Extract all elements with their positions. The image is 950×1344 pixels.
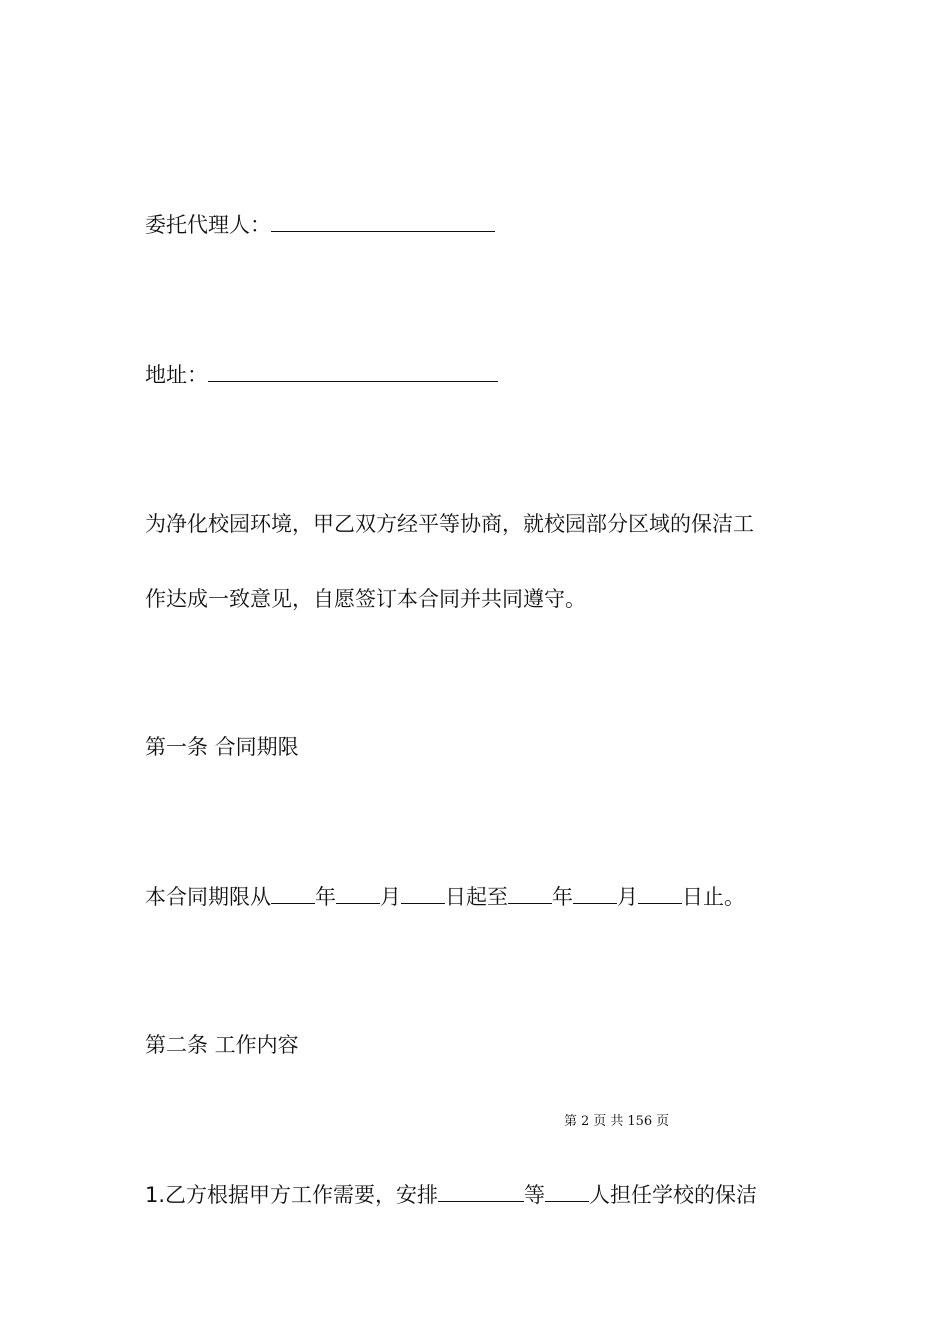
item1-suffix: 人担任学校的保洁: [589, 1183, 758, 1207]
item1-mid: 等: [524, 1183, 546, 1207]
page-footer: [564, 1113, 673, 1131]
agent-line: [145, 211, 495, 239]
agent-blank[interactable]: [271, 211, 495, 232]
intro-line-1: 为净化校园环境，甲乙双方经平等协商，就校园部分区域的保洁工: [145, 512, 754, 536]
start-day-blank[interactable]: [401, 883, 445, 904]
end-year-label: 年: [552, 885, 573, 909]
end-month-blank[interactable]: [573, 883, 617, 904]
footer-total-pages: 156: [627, 1114, 653, 1129]
end-day-label: 日止。: [682, 885, 745, 909]
start-month-blank[interactable]: [336, 883, 380, 904]
contract-term-line: [145, 883, 745, 911]
address-label: 地址：: [145, 363, 208, 387]
address-line: [145, 361, 498, 389]
address-blank[interactable]: [208, 361, 498, 382]
start-year-label: 年: [315, 885, 336, 909]
start-year-blank[interactable]: [271, 883, 315, 904]
article-2-heading: 第二条 工作内容: [145, 1033, 299, 1057]
article-1-heading: 第一条 合同期限: [145, 735, 299, 759]
end-month-label: 月: [617, 885, 638, 909]
agent-label: 委托代理人：: [145, 213, 271, 237]
start-month-label: 月: [380, 885, 401, 909]
end-day-blank[interactable]: [638, 883, 682, 904]
article-2-item-1: [145, 1181, 757, 1209]
footer-page-number: 2: [581, 1114, 590, 1129]
footer-text-c: 共: [610, 1114, 624, 1129]
footer-text-d: 页: [656, 1114, 670, 1129]
term-prefix: 本合同期限从: [145, 885, 271, 909]
item1-prefix: 1.乙方根据甲方工作需要，安排: [145, 1183, 439, 1207]
end-year-blank[interactable]: [508, 883, 552, 904]
staff-name-blank[interactable]: [438, 1181, 524, 1202]
intro-line-2: 作达成一致意见，自愿签订本合同并共同遵守。: [145, 587, 586, 611]
staff-count-blank[interactable]: [545, 1181, 589, 1202]
start-day-label: 日起至: [445, 885, 508, 909]
footer-text-b: 页: [593, 1114, 607, 1129]
footer-text-a: 第: [564, 1114, 578, 1129]
